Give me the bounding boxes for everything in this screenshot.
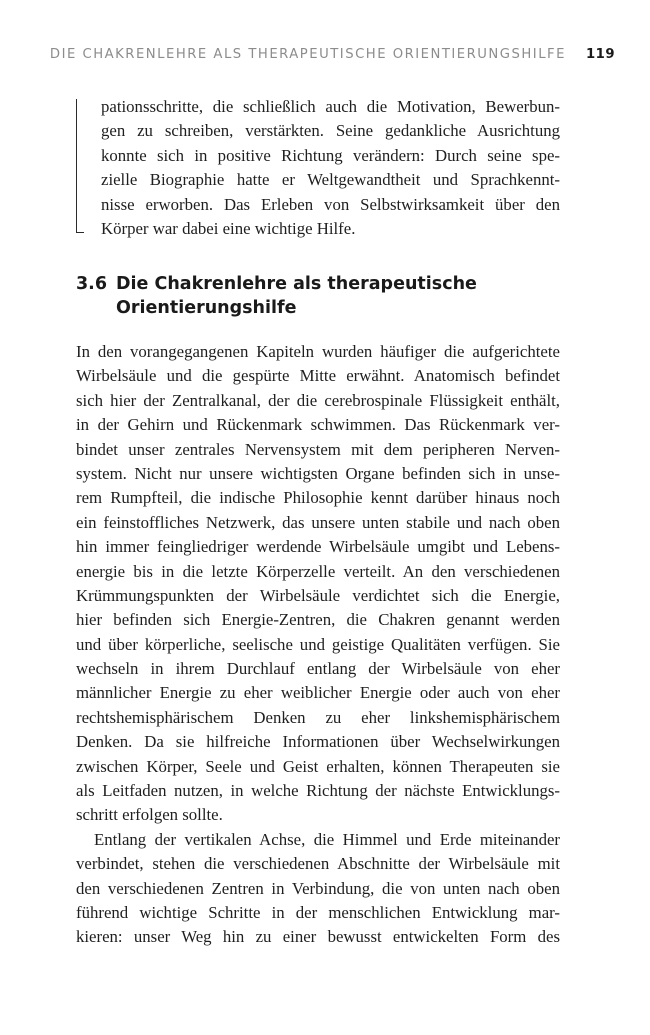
text-line: führend wichtige Schritte in der menschlichen Entwicklung mar- bbox=[76, 902, 560, 922]
text-line: bindet unser zentrales Nervensystem mit dem peripheren Nerven- bbox=[76, 439, 560, 459]
text-line: hier befinden sich Energie-Zentren, die Chakren genannt werden bbox=[76, 610, 560, 630]
text-line: in der Gehirn und Rückenmark schwimmen. Das Rückenmark ver- bbox=[76, 415, 560, 435]
text-line: als Leitfaden nutzen, in welche Richtung der nächste Entwicklungs- bbox=[76, 781, 560, 801]
case-bracket-line bbox=[76, 99, 84, 233]
text-line: wechseln in ihrem Durchlauf entlang der Wirbelsäule von eher bbox=[76, 659, 560, 679]
section-number: 3.6 bbox=[76, 274, 108, 294]
text-line: nisse erworben. Das Erleben von Selbstwirksamkeit über den bbox=[101, 194, 560, 214]
text-line: rem Rumpfteil, die indische Philosophie kennt darüber hinaus noch bbox=[76, 488, 560, 508]
section-title bbox=[116, 272, 560, 320]
paragraph-1 bbox=[76, 340, 560, 828]
text-line: den verschiedenen Zentren in Verbindung, die von unten nach oben bbox=[76, 878, 560, 898]
text-line: In den vorangegangenen Kapiteln wurden häufiger die aufgerichtete bbox=[76, 342, 560, 361]
text-line: sich hier der Zentralkanal, der die cerebrospinale Flüssigkeit enthält, bbox=[76, 390, 560, 410]
text-line: konnte sich in positive Richtung verändern: Durch seine spe- bbox=[101, 145, 560, 165]
text-line: zielle Biographie hatte er Weltgewandtheit und Sprachkennt- bbox=[101, 170, 560, 190]
running-head bbox=[0, 45, 615, 65]
text-line: system. Nicht nur unsere wichtigsten Organe befinden sich in unse- bbox=[76, 463, 560, 483]
text-line: kieren: unser Weg hin zu einer bewusst entwickelten Form des bbox=[76, 927, 560, 947]
page-number: 119 bbox=[585, 47, 615, 62]
body-text bbox=[76, 340, 560, 950]
text-line: Denken. Da sie hilfreiche Informationen über Wechselwirkungen bbox=[76, 732, 560, 752]
case-example-box bbox=[76, 95, 560, 241]
text-line: schritt erfolgen sollte. bbox=[76, 805, 223, 825]
section-title-line: Orientierungshilfe bbox=[116, 298, 297, 318]
text-line: pationsschritte, die schließlich auch die Motivation, Bewerbun- bbox=[101, 97, 560, 116]
section-heading bbox=[76, 272, 560, 320]
case-example-text bbox=[101, 95, 560, 241]
text-line: verbindet, stehen die verschiedenen Abschnitte der Wirbelsäule mit bbox=[76, 854, 560, 874]
paragraph-2 bbox=[76, 828, 560, 950]
text-line: Wirbelsäule und die gespürte Mitte erwähnt. Anatomisch befindet bbox=[76, 366, 560, 386]
text-line: männlicher Energie zu eher weiblicher Energie oder auch von eher bbox=[76, 683, 560, 703]
running-title: DIE CHAKRENLEHRE ALS THERAPEUTISCHE ORIENTIERUNGSHILFE bbox=[49, 47, 566, 62]
text-line: rechtshemisphärischem Denken zu eher linkshemisphärischem bbox=[76, 707, 560, 727]
text-line: hin immer feingliedriger werdende Wirbelsäule umgibt und Lebens- bbox=[76, 537, 560, 557]
text-line: Entlang der vertikalen Achse, die Himmel und Erde miteinander bbox=[94, 829, 560, 849]
text-line: Körper war dabei eine wichtige Hilfe. bbox=[101, 218, 356, 238]
text-line: energie bis in die letzte Körperzelle verteilt. An den verschiedenen bbox=[76, 561, 560, 581]
text-line: und über körperliche, seelische und geistige Qualitäten verfügen. Sie bbox=[76, 634, 560, 654]
section-title-line: Die Chakrenlehre als therapeutische bbox=[116, 274, 477, 294]
text-line: gen zu schreiben, verstärkten. Seine gedankliche Ausrichtung bbox=[101, 121, 560, 141]
text-line: zwischen Körper, Seele und Geist erhalten, können Therapeuten sie bbox=[76, 756, 560, 776]
text-line: Krümmungspunkten der Wirbelsäule verdichtet sich die Energie, bbox=[76, 585, 560, 605]
text-line: ein feinstoffliches Netzwerk, das unsere unten stabile und nach oben bbox=[76, 512, 560, 532]
